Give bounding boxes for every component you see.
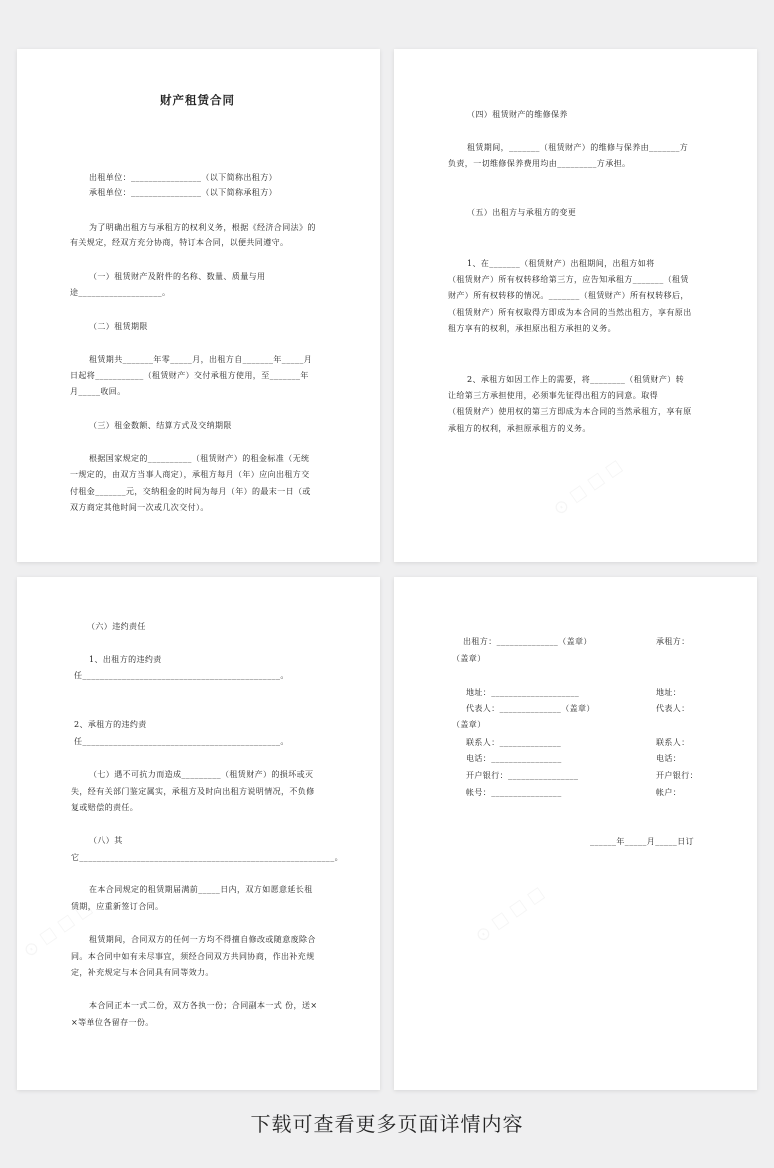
paragraph-line: 一规定的，由双方当事人商定），承租方每月（年）应向出租方交 [70, 470, 310, 479]
lessor-phone-line: 电话：________________ [466, 754, 562, 763]
paragraph-line: 租赁期共_______年零_____月，出租方自_______年_____月 [89, 355, 313, 364]
paragraph-line: 本合同正本一式二份，双方各执一份；合同副本一式 份，送× [89, 1001, 318, 1010]
section-heading: （八）其 [89, 836, 123, 845]
paragraph-line: 1、出租方的违约责 [89, 655, 162, 664]
contract-page-4 [394, 577, 757, 1090]
paragraph-line: 它__________________________________________________________。 [71, 853, 343, 862]
paragraph-line: 付租金_______元，交纳租金的时间为每月（年）的最末一日（或 [70, 487, 311, 496]
paragraph-line: ×等单位各留存一份。 [71, 1018, 154, 1027]
paragraph-line: 为了明确出租方与承租方的权利义务，根据《经济合同法》的 [89, 223, 316, 232]
contract-page-3 [17, 577, 380, 1090]
section-heading: （三）租金数额、结算方式及交纳期限 [89, 421, 232, 430]
paragraph-line: 财产）所有权转移的情况。_______（租赁财产）所有权转移后， [448, 291, 689, 300]
paragraph-line: 让给第三方承担使用，必须事先征得出租方的同意。取得 [448, 391, 658, 400]
paragraph-line: 同。本合同中如有未尽事宜，须经合同双方共同协商，作出补充规 [71, 952, 315, 961]
paragraph-line: （七）遇不可抗力而造成_________（租赁财产）的损坏或灭 [89, 770, 314, 779]
paragraph-line: 定，补充规定与本合同具有同等效力。 [71, 968, 214, 977]
section-heading: （一）租赁财产及附件的名称、数量、质量与用 [89, 272, 266, 281]
lessee-signature-label: 承租方： [656, 637, 690, 646]
paragraph-line: 任_____________________________________________。 [74, 671, 289, 680]
paragraph-line: 途___________________。 [70, 288, 171, 297]
paragraph-line: 根据国家规定的__________（租赁财产）的租金标准（无统 [89, 454, 310, 463]
paragraph-line: （租赁财产）使用权的第三方即成为本合同的当然承租方，享有原 [448, 407, 692, 416]
paragraph-line: 承租方的权利，承担原承租方的义务。 [448, 424, 591, 433]
lessor-representative-line: 代表人：______________（盖章） [466, 704, 595, 713]
paragraph-line: 租赁期间，合同双方的任何一方均不得擅自修改或随意废除合 [89, 935, 316, 944]
stamp-label: （盖章） [452, 654, 486, 663]
download-caption: 下载可查看更多页面详情内容 [250, 1112, 524, 1136]
lessee-account-label: 帐户： [656, 788, 682, 797]
section-heading: （四）租赁财产的维修保养 [467, 110, 568, 119]
lessee-representative-label: 代表人： [656, 704, 690, 713]
paragraph-line: 2、承租方如因工作上的需要，将________（租赁财产）转 [467, 375, 685, 384]
lessor-unit-line: 出租单位：________________（以下简称出租方） [89, 173, 277, 182]
paragraph-line: （租赁财产）所有权取得方即成为本合同的当然出租方，享有原出 [448, 308, 692, 317]
lessor-contact-line: 联系人：______________ [466, 738, 562, 747]
lessee-bank-label: 开户银行： [656, 771, 698, 780]
lessee-unit-line: 承租单位：________________（以下简称承租方） [89, 188, 277, 197]
section-heading: （五）出租方与承租方的变更 [467, 208, 577, 217]
paragraph-line: 1、在_______（租赁财产）出租期间，出租方如将 [467, 259, 655, 268]
paragraph-line: 租赁期间，_______（租赁财产）的维修与保养由_______方 [467, 143, 689, 152]
lessor-account-line: 帐号：________________ [466, 788, 562, 797]
lessor-address-line: 地址：____________________ [466, 688, 580, 697]
paragraph-line: 有关规定，经双方充分协商，特订本合同，以便共同遵守。 [70, 238, 289, 247]
paragraph-line: 任_____________________________________________。 [74, 737, 289, 746]
section-heading: （六）违约责任 [87, 622, 146, 631]
paragraph-line: 双方商定其他时间一次或几次交付）。 [70, 503, 209, 512]
lessor-bank-line: 开户银行：________________ [466, 771, 579, 780]
paragraph-line: 赁期，应重新签订合同。 [71, 902, 164, 911]
paragraph-line: 负责，一切维修保养费用均由_________方承担。 [448, 159, 631, 168]
paragraph-line: 在本合同规定的租赁期届满前_____日内，双方如愿意延长租 [89, 885, 313, 894]
paragraph-line: 失，经有关部门鉴定属实，承租方及时向出租方说明情况，不负修 [71, 787, 315, 796]
paragraph-line: 2、承租方的违约责 [74, 720, 147, 729]
section-heading: （二）租赁期限 [89, 322, 148, 331]
paragraph-line: 日起将___________（租赁财产）交付承租方使用，至_______年 [70, 371, 309, 380]
paragraph-line: （租赁财产）所有权转移给第三方，应告知承租方_______（租赁 [448, 275, 689, 284]
contract-title: 财产租赁合同 [160, 93, 235, 107]
lessee-address-label: 地址： [656, 688, 682, 697]
lessor-signature-line: 出租方：______________（盖章） [463, 637, 592, 646]
lessee-phone-label: 电话： [656, 754, 682, 763]
contract-page-1 [17, 49, 380, 562]
paragraph-line: 复或赔偿的责任。 [71, 803, 139, 812]
paragraph-line: 租方享有的权利，承担原出租方承担的义务。 [448, 324, 616, 333]
lessee-contact-label: 联系人： [656, 738, 690, 747]
paragraph-line: 月_____收回。 [70, 387, 126, 396]
stamp-label: （盖章） [452, 720, 486, 729]
signing-date-line: ______年_____月_____日订 [590, 837, 694, 846]
